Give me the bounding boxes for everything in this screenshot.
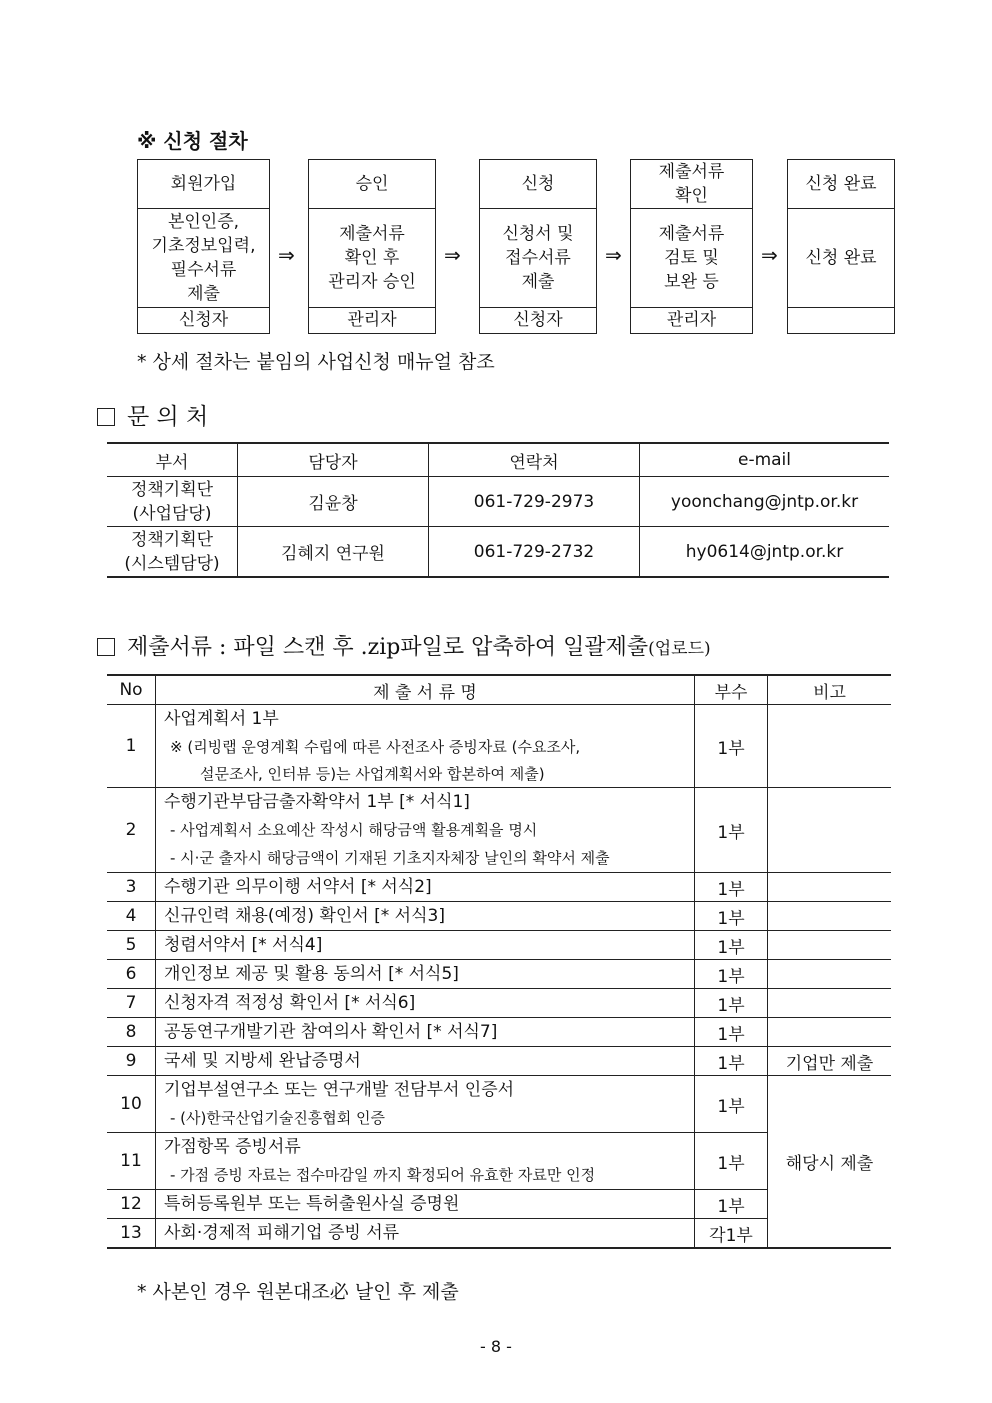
doc-no: 6 [107, 960, 156, 989]
col-header: 비고 [768, 675, 892, 705]
step-detail [788, 208, 894, 308]
step-stage: 회원가입 [170, 174, 237, 194]
doc-no: 10 [107, 1076, 156, 1133]
page-number: - 8 - [480, 1337, 512, 1356]
procedure-title: ※ 신청 절차 [137, 129, 248, 153]
doc-name-cell [156, 989, 695, 1018]
step-detail-line: 신청서 및 [502, 224, 574, 244]
doc-copies: 1부 [695, 989, 768, 1018]
doc-copies: 1부 [695, 788, 768, 873]
doc-no: 8 [107, 1018, 156, 1047]
doc-subnote: ※ (리빙랩 운영계획 수립에 따른 사전조사 증빙자료 (수요조사, [170, 738, 581, 756]
step-detail [480, 208, 596, 308]
email-link[interactable]: hy0614@jntp.or.kr [640, 527, 890, 578]
col-header: No [107, 675, 156, 705]
document-row [107, 989, 891, 1018]
person-cell: 김혜지 연구원 [238, 527, 429, 578]
doc-name-cell [156, 960, 695, 989]
col-header: 부수 [695, 675, 768, 705]
step-stage: 제출서류 확인 [658, 162, 725, 206]
doc-copies: 1부 [695, 1190, 768, 1219]
step-detail-line: 제출서류 [658, 224, 725, 244]
email-link[interactable]: yoonchang@jntp.or.kr [640, 477, 890, 527]
doc-no: 13 [107, 1219, 156, 1249]
step-detail-line: 접수서류 [505, 248, 571, 268]
step-detail-line: 제출서류 [339, 224, 405, 244]
doc-name-cell [156, 1133, 695, 1190]
step-actor: 관리자 [347, 309, 397, 330]
doc-name: 기업부설연구소 또는 연구개발 전담부서 인증서 [164, 1080, 515, 1100]
col-header: 부서 [107, 443, 238, 477]
doc-name-cell [156, 1018, 695, 1047]
right-double-arrow-icon: ⇒ [761, 243, 778, 267]
procedure-step [308, 159, 436, 334]
dept-line: 정책기획단 [130, 479, 214, 500]
step-detail-line: 기초정보입력, [151, 236, 256, 256]
doc-name: 특허등록원부 또는 특허출원사실 증명원 [164, 1194, 460, 1214]
dept-cell [107, 477, 238, 527]
step-detail-line: 확인 후 [344, 248, 400, 268]
procedure-step [787, 159, 895, 334]
document-row [107, 1018, 891, 1047]
doc-name: 사회·경제적 피해기업 증빙 서류 [164, 1223, 400, 1243]
doc-name-cell [156, 873, 695, 902]
phone-cell: 061-729-2973 [429, 477, 640, 527]
step-detail [309, 208, 435, 308]
doc-no: 12 [107, 1190, 156, 1219]
document-row [107, 902, 891, 931]
document-row [107, 1047, 891, 1076]
doc-remark [768, 960, 892, 989]
col-header: 제 출 서 류 명 [156, 675, 695, 705]
doc-remark [768, 705, 892, 788]
documents-table [107, 674, 891, 1249]
doc-name: 개인정보 제공 및 활용 동의서 [* 서식5] [164, 964, 459, 984]
contact-row [107, 477, 889, 527]
doc-name: 국세 및 지방세 완납증명서 [164, 1051, 361, 1071]
procedure-step [137, 159, 270, 334]
document-row [107, 705, 891, 788]
doc-copies: 1부 [695, 960, 768, 989]
checkbox-square-icon [97, 638, 115, 656]
doc-copies: 각1부 [695, 1219, 768, 1249]
doc-copies: 1부 [695, 1076, 768, 1133]
doc-no: 11 [107, 1133, 156, 1190]
doc-remark [768, 873, 892, 902]
doc-no: 2 [107, 788, 156, 873]
doc-name: 공동연구개발기관 참여의사 확인서 [* 서식7] [164, 1022, 498, 1042]
doc-no: 1 [107, 705, 156, 788]
doc-copies: 1부 [695, 1133, 768, 1190]
col-header: 연락처 [429, 443, 640, 477]
step-stage: 신청 [521, 174, 555, 194]
checkbox-square-icon [97, 408, 115, 426]
doc-name: 청렴서약서 [* 서식4] [164, 935, 323, 955]
step-stage: 승인 [355, 174, 389, 194]
dept-line: 정책기획단 [130, 529, 214, 550]
phone-cell: 061-729-2732 [429, 527, 640, 578]
step-detail-line: 본인인증, [167, 212, 240, 232]
doc-name-cell [156, 902, 695, 931]
document-row [107, 1076, 891, 1133]
document-row [107, 960, 891, 989]
doc-subnote: - 가점 증빙 자료는 접수마감일 까지 확정되어 유효한 자료만 인정 [170, 1166, 596, 1184]
step-actor: 신청자 [178, 309, 229, 330]
doc-no: 4 [107, 902, 156, 931]
procedure-note: * 상세 절차는 붙임의 사업신청 매뉴얼 참조 [137, 351, 495, 373]
doc-no: 9 [107, 1047, 156, 1076]
step-detail-line: 보완 등 [664, 272, 719, 292]
document-row [107, 931, 891, 960]
doc-no: 5 [107, 931, 156, 960]
documents-title-small: (업로드) [648, 639, 711, 659]
doc-name-cell [156, 1047, 695, 1076]
contact-heading [97, 398, 208, 431]
documents-title: 제출서류 : 파일 스캔 후 .zip파일로 압축하여 일괄제출 [127, 635, 649, 660]
step-detail-line: 관리자 승인 [328, 272, 416, 292]
doc-subnote: - 사업계획서 소요예산 작성시 해당금액 활용계획을 명시 [170, 821, 538, 839]
doc-no: 7 [107, 989, 156, 1018]
step-detail-line: 제출 [187, 284, 220, 304]
dept-line: (시스템담당) [124, 553, 220, 574]
right-double-arrow-icon: ⇒ [605, 243, 622, 267]
doc-no: 3 [107, 873, 156, 902]
contact-header-row [107, 443, 889, 477]
doc-name-cell [156, 788, 695, 873]
step-detail-line: 신청 완료 [805, 248, 877, 268]
col-header: e-mail [640, 443, 890, 477]
step-actor [788, 306, 894, 333]
procedure-step [479, 159, 597, 334]
doc-name-cell [156, 1190, 695, 1219]
step-detail-line: 검토 및 [664, 248, 719, 268]
contact-table [107, 442, 889, 578]
doc-name-cell [156, 931, 695, 960]
step-actor: 관리자 [666, 309, 717, 330]
doc-remark [768, 902, 892, 931]
doc-remark [768, 989, 892, 1018]
doc-copies: 1부 [695, 902, 768, 931]
doc-name: 수행기관 의무이행 서약서 [* 서식2] [164, 877, 432, 897]
doc-name: 신규인력 채용(예정) 확인서 [* 서식3] [164, 906, 445, 926]
step-detail-line: 제출 [521, 272, 555, 292]
step-actor: 신청자 [513, 309, 563, 330]
doc-remark [768, 931, 892, 960]
doc-remark: 기업만 제출 [768, 1047, 892, 1076]
step-detail [631, 208, 752, 308]
doc-copies: 1부 [695, 931, 768, 960]
doc-copies: 1부 [695, 873, 768, 902]
document-row [107, 788, 891, 873]
step-detail [138, 208, 269, 308]
right-double-arrow-icon: ⇒ [278, 243, 295, 267]
dept-line: (사업담당) [132, 503, 212, 524]
doc-subnote: - 시·군 출자시 해당금액이 기재된 기초지자체장 날인의 확약서 제출 [170, 849, 610, 867]
step-detail-line: 필수서류 [170, 260, 237, 280]
doc-remark [768, 1018, 892, 1047]
doc-name-cell [156, 1219, 695, 1249]
procedure-step [630, 159, 753, 334]
document-row [107, 873, 891, 902]
right-double-arrow-icon: ⇒ [444, 243, 461, 267]
step-stage: 신청 완료 [805, 174, 877, 194]
doc-copies: 1부 [695, 1047, 768, 1076]
doc-subnote: - (사)한국산업기술진흥협회 인증 [170, 1109, 386, 1127]
documents-header-row [107, 675, 891, 705]
doc-name-cell [156, 1076, 695, 1133]
documents-heading [97, 630, 711, 661]
doc-name: 수행기관부담금출자확약서 1부 [* 서식1] [164, 792, 470, 812]
person-cell: 김윤창 [238, 477, 429, 527]
documents-note: * 사본인 경우 원본대조必 날인 후 제출 [137, 1281, 459, 1303]
doc-remark [768, 788, 892, 873]
doc-name: 사업계획서 1부 [164, 709, 279, 729]
col-header: 담당자 [238, 443, 429, 477]
doc-subnote: 설문조사, 인터뷰 등)는 사업계획서와 합본하여 제출) [200, 765, 545, 783]
dept-cell [107, 527, 238, 578]
doc-name: 가점항목 증빙서류 [164, 1137, 301, 1157]
contact-title: 문 의 처 [127, 404, 209, 430]
doc-name: 신청자격 적정성 확인서 [* 서식6] [164, 993, 416, 1013]
doc-remark: 해당시 제출 [768, 1076, 892, 1249]
doc-copies: 1부 [695, 1018, 768, 1047]
doc-copies: 1부 [695, 705, 768, 788]
doc-name-cell [156, 705, 695, 788]
contact-row [107, 527, 889, 578]
